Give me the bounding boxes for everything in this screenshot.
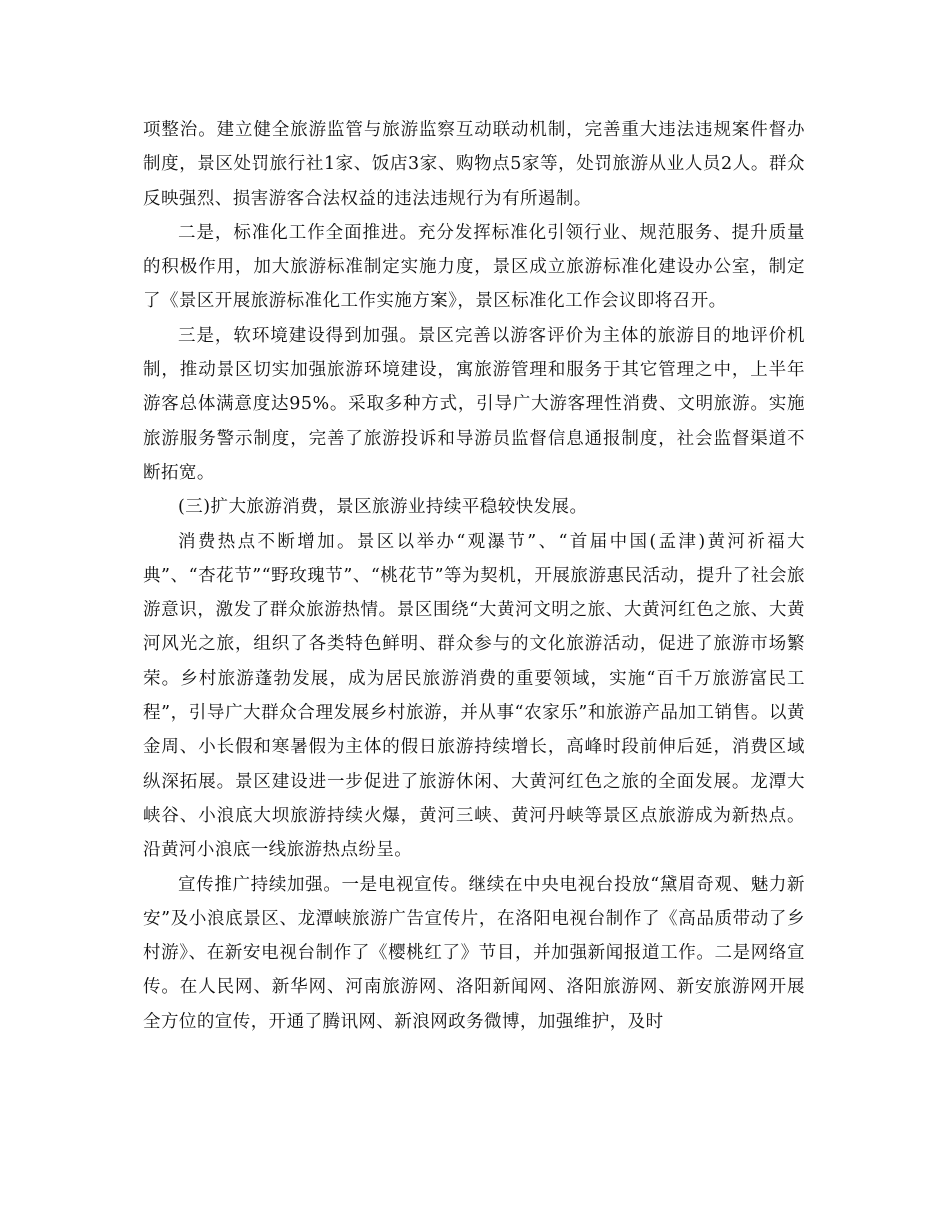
document-body	[143, 113, 805, 1039]
paragraph-soft-environment: 三是，软环境建设得到加强。景区完善以游客评价为主体的旅游目的地评价机制，推动景区切实加强旅游环境建设，寓旅游管理和服务于其它管理之中，上半年游客总体满意度达95%。采取多种方式，引导广大游客理性消费、文明旅游。实施旅游服务警示制度，完善了旅游投诉和导游员监督信息通报制度，社会监督渠道不断拓宽。	[143, 325, 805, 483]
paragraph-promotion: 宣传推广持续加强。一是电视宣传。继续在中央电视台投放“黛眉奇观、魅力新安”及小浪底景区、龙潭峡旅游广告宣传片，在洛阳电视台制作了《高品质带动了乡村游》、在新安电视台制作了《樱桃红了》节目，并加强新闻报道工作。二是网络宣传。在人民网、新华网、河南旅游网、洛阳新闻网、洛阳旅游网、新安旅游网开展全方位的宣传，开通了腾讯网、新浪网政务微博，加强维护，及时	[143, 874, 805, 1032]
section-heading-tourism-consumption: (三)扩大旅游消费，景区旅游业持续平稳较快发展。	[178, 497, 588, 518]
paragraph-consumption-hotspots: 消费热点不断增加。景区以举办“观瀑节”、“首届中国(孟津)黄河祈福大典”、“杏花节”“野玫瑰节”、“桃花节”等为契机，开展旅游惠民活动，提升了社会旅游意识，激发了群众旅游热情。景区围绕“大黄河文明之旅、大黄河红色之旅、大黄河风光之旅，组织了各类特色鲜明、群众参与的文化旅游活动，促进了旅游市场繁荣。乡村旅游蓬勃发展，成为居民旅游消费的重要领域，实施“百千万旅游富民工程”，引导广大群众合理发展乡村旅游，并从事“农家乐”和旅游产品加工销售。以黄金周、小长假和寒暑假为主体的假日旅游持续增长，高峰时段前伸后延，消费区域纵深拓展。景区建设进一步促进了旅游休闲、大黄河红色之旅的全面发展。龙潭大峡谷、小浪底大坝旅游持续火爆，黄河三峡、黄河丹峡等景区点旅游成为新热点。沿黄河小浪底一线旅游热点纷呈。	[143, 531, 805, 861]
paragraph-supervision: 项整治。建立健全旅游监管与旅游监察互动联动机制，完善重大违法违规案件督办制度，景区处罚旅行社1家、饭店3家、购物点5家等，处罚旅游从业人员2人。群众反映强烈、损害游客合法权益的违法违规行为有所遏制。	[143, 120, 805, 209]
paragraph-standardization: 二是，标准化工作全面推进。充分发挥标准化引领行业、规范服务、提升质量的积极作用，加大旅游标准制定实施力度，景区成立旅游标准化建设办公室，制定了《景区开展旅游标准化工作实施方案》，景区标准化工作会议即将召开。	[143, 222, 805, 312]
